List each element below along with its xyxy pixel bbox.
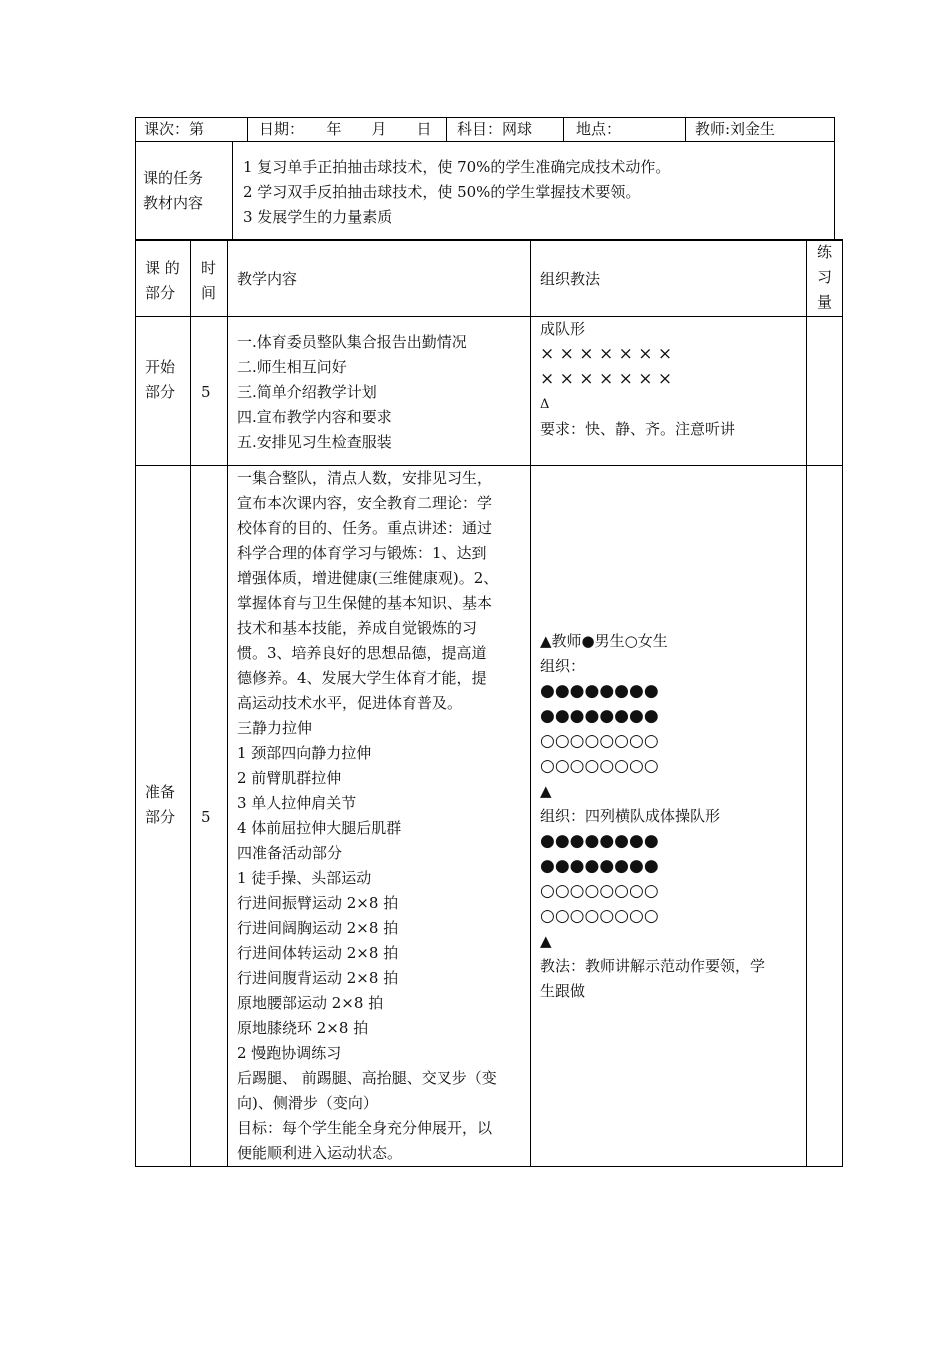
rule	[446, 117, 447, 141]
prep-time: 5	[201, 808, 211, 826]
rule	[190, 239, 191, 1167]
method-line: 组织：四列横队成体操队形	[540, 807, 721, 825]
content-line: 4 体前屈拉伸大腿后肌群	[237, 819, 402, 837]
content-line: 原地腰部运动 2×8 拍	[237, 994, 384, 1012]
start-part-label: 开始 部分	[145, 358, 176, 401]
col-header-content: 教学内容	[237, 270, 298, 288]
content-line: 掌握体育与卫生保健的基本知识、基本	[237, 594, 493, 612]
method-line: 成队形	[540, 320, 586, 338]
rule	[685, 117, 686, 141]
content-line: 技术和基本技能，养成自觉锻炼的习	[237, 619, 478, 637]
content-line: 2 慢跑协调练习	[237, 1044, 342, 1062]
content-line: 四.宣布教学内容和要求	[237, 408, 392, 426]
date-label: 日期： 年 月 日	[259, 120, 432, 138]
content-line: 便能顺利进入运动状态。	[237, 1144, 403, 1162]
content-line: 行进间体转运动 2×8 拍	[237, 944, 399, 962]
col-header-method: 组织教法	[540, 270, 601, 288]
content-line: 向)、侧滑步（变向）	[237, 1094, 378, 1112]
start-content	[237, 330, 467, 455]
male-row: ●●●●●●●●	[540, 831, 659, 851]
content-line: 原地膝绕环 2×8 拍	[237, 1019, 369, 1037]
method-line: 组织：	[540, 657, 586, 675]
content-line: 2 前臂肌群拉伸	[237, 769, 342, 787]
location-label: 地点：	[576, 120, 622, 138]
rule	[135, 117, 136, 241]
rule	[232, 141, 233, 241]
content-line: 三静力拉伸	[237, 719, 313, 737]
female-row: ○○○○○○○○	[540, 756, 659, 776]
content-line: 高运动技术水平，促进体育普及。	[237, 694, 463, 712]
rule	[806, 239, 807, 1167]
legend-line: ▲教师●男生○女生	[540, 632, 668, 650]
prep-method	[540, 629, 765, 1004]
content-line: 一.体育委员整队集合报告出勤情况	[237, 333, 467, 351]
content-line: 行进间腹背运动 2×8 拍	[237, 969, 399, 987]
lesson-number-label: 课次：第	[144, 120, 205, 138]
prep-content	[237, 466, 498, 1166]
content-line: 二.师生相互问好	[237, 358, 347, 376]
method-line: 教法：教师讲解示范动作要领，学	[540, 957, 766, 975]
teacher-marker: ▲	[540, 932, 552, 950]
subject-label: 科目：网球	[457, 120, 533, 138]
start-time: 5	[201, 383, 211, 401]
male-row: ●●●●●●●●	[540, 856, 659, 876]
content-line: 后踢腿、 前踢腿、高抬腿、交叉步（变	[237, 1069, 497, 1087]
content-line: 3 单人拉伸肩关节	[237, 794, 357, 812]
rule	[227, 239, 228, 1167]
male-row: ●●●●●●●●	[540, 706, 659, 726]
teacher-label: 教师:刘金生	[695, 120, 776, 138]
rule	[247, 117, 248, 141]
content-line: 行进间阔胸运动 2×8 拍	[237, 919, 399, 937]
rule	[135, 141, 835, 142]
start-method	[540, 317, 735, 442]
content-line: 1 徒手操、头部运动	[237, 869, 372, 887]
method-line: 生跟做	[540, 982, 586, 1000]
task-items	[243, 155, 670, 230]
content-line: 增强体质，增进健康(三维健康观)。2、	[237, 569, 499, 587]
col-header-part: 课 的 部分	[145, 259, 180, 302]
teacher-marker: Δ	[540, 397, 550, 412]
content-line: 三.简单介绍教学计划	[237, 383, 377, 401]
rule	[135, 239, 843, 241]
col-header-amount: 练 习 量	[817, 243, 833, 311]
task-item: 3 发展学生的力量素质	[243, 208, 393, 226]
content-line: 宣布本次课内容，安全教育二理论：学	[237, 494, 493, 512]
content-line: 校体育的目的、任务。重点讲述：通过	[237, 519, 493, 537]
task-item: 2 学习双手反拍抽击球技术，使 50%的学生掌握技术要领。	[243, 183, 641, 201]
task-label: 课的任务 教材内容	[143, 169, 204, 212]
female-row: ○○○○○○○○	[540, 906, 659, 926]
formation-row: × × × × × × ×	[540, 344, 673, 364]
content-line: 一集合整队，清点人数，安排见习生，	[237, 469, 493, 487]
content-line: 1 颈部四向静力拉伸	[237, 744, 372, 762]
content-line: 德修养。4、发展大学生体育才能，提	[237, 669, 487, 687]
task-item: 1 复习单手正拍抽击球技术，使 70%的学生准确完成技术动作。	[243, 158, 671, 176]
female-row: ○○○○○○○○	[540, 731, 659, 751]
male-row: ●●●●●●●●	[540, 681, 659, 701]
rule	[135, 316, 843, 317]
teacher-marker: ▲	[540, 782, 552, 800]
formation-row: × × × × × × ×	[540, 369, 673, 389]
rule	[135, 239, 136, 1167]
prep-part-label: 准备 部分	[145, 783, 176, 826]
rule	[530, 239, 531, 1167]
content-line: 四准备活动部分	[237, 844, 343, 862]
content-line: 目标：每个学生能全身充分伸展开，以	[237, 1119, 493, 1137]
content-line: 科学合理的体育学习与锻炼：1、达到	[237, 544, 487, 562]
method-line: 要求：快、静、齐。注意听讲	[540, 420, 736, 438]
female-row: ○○○○○○○○	[540, 881, 659, 901]
rule	[834, 117, 835, 241]
content-line: 五.安排见习生检查服装	[237, 433, 392, 451]
content-line: 惯。3、培养良好的思想品德，提高道	[237, 644, 487, 662]
rule	[135, 1166, 843, 1167]
col-header-time: 时 间	[201, 259, 217, 302]
rule	[842, 239, 843, 1167]
rule	[563, 117, 564, 141]
content-line: 行进间振臂运动 2×8 拍	[237, 894, 399, 912]
